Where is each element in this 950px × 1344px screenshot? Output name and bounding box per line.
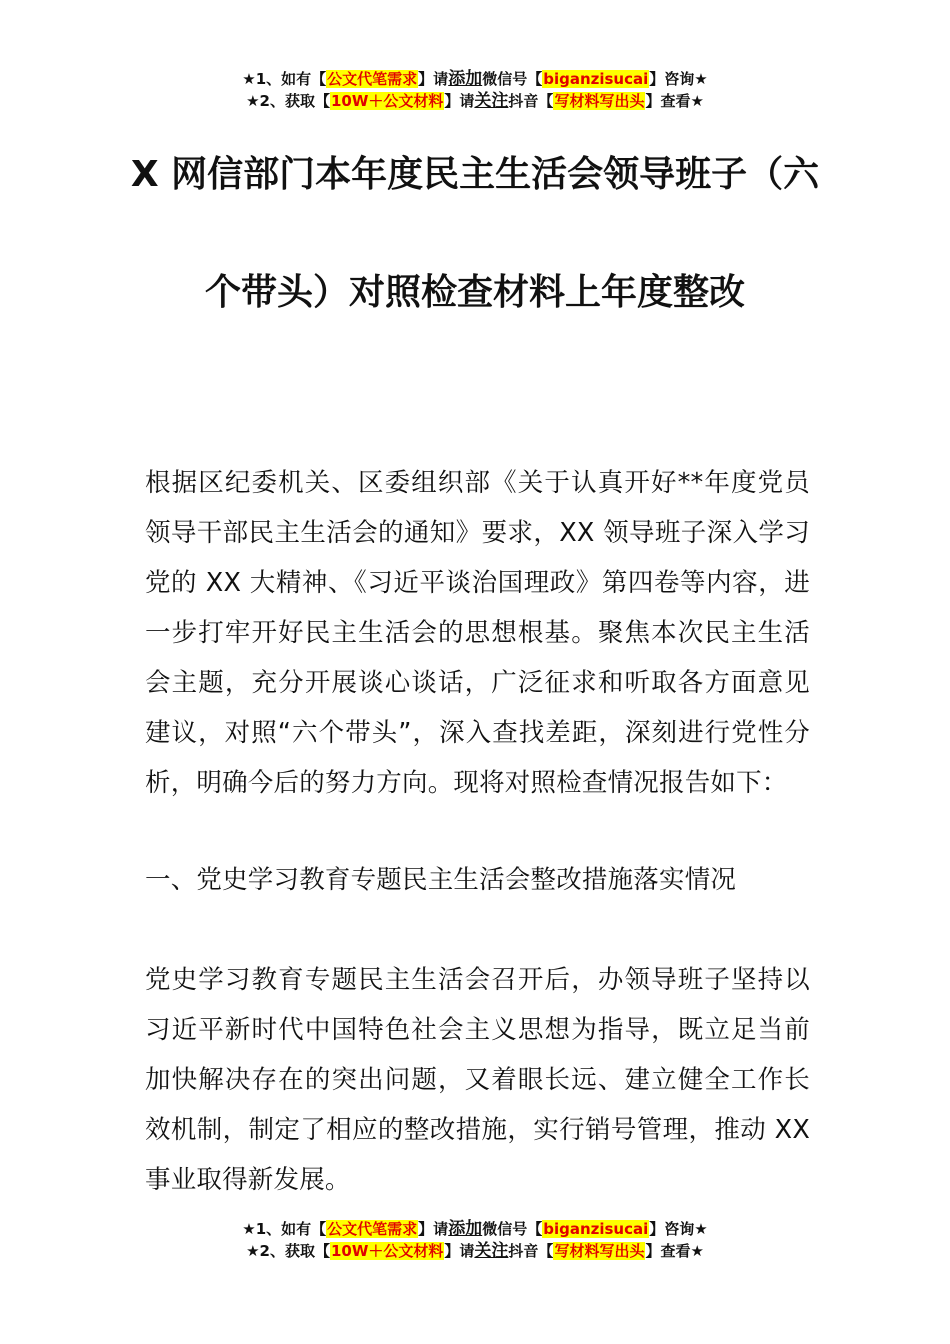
highlight-wechat-id: biganzisucai xyxy=(543,70,649,88)
intro-paragraph: 根据区纪委机关、区委组织部《关于认真开好**年度党员领导干部民主生活会的通知》要求，XX 领导班子深入学习党的 XX 大精神、《习近平谈治国理政》第四卷等内容，进一步打牢开好民主生活会的思想根基。聚焦本次民主生活会主题，充分开展谈心谈话，广泛征求和听取各方面意见建议，对照“六个带头”，深入查找差距，深刻进行党性分析，明确今后的努力方向。现将对照检查情况报告如下： xyxy=(145,468,810,798)
highlight-service: 公文代笔需求 xyxy=(327,70,418,88)
highlight-douyin: 写材料写出头 xyxy=(554,92,645,110)
banner-text: 抖音【 xyxy=(508,92,554,110)
document-title xyxy=(100,116,850,352)
banner-text: 】查看★ xyxy=(645,92,704,110)
banner-text: 】咨询★ xyxy=(649,70,708,88)
banner-emphasis: 添加 xyxy=(448,69,483,89)
banner-line-1 xyxy=(0,1218,950,1240)
banner-line-2 xyxy=(0,90,950,112)
banner-text: 】请 xyxy=(444,92,475,110)
banner-emphasis: 添加 xyxy=(448,1219,483,1239)
top-banner xyxy=(0,68,950,112)
banner-text: 】请 xyxy=(418,1220,449,1238)
highlight-materials: 10W＋公文材料 xyxy=(330,1242,444,1260)
banner-text: 】查看★ xyxy=(645,1242,704,1260)
section-1-paragraph: 党史学习教育专题民主生活会召开后，办领导班子坚持以习近平新时代中国特色社会主义思想为指导，既立足当前加快解决存在的突出问题，又着眼长远、建立健全工作长效机制，制定了相应的整改措施，实行销号管理，推动 XX 事业取得新发展。 xyxy=(145,965,810,1195)
banner-line-1 xyxy=(0,68,950,90)
banner-emphasis: 关注 xyxy=(474,91,509,111)
banner-line-2 xyxy=(0,1240,950,1262)
banner-text: ★1、如有【 xyxy=(242,1220,327,1238)
banner-text: 抖音【 xyxy=(508,1242,554,1260)
section-1-heading: 一、党史学习教育专题民主生活会整改措施落实情况 xyxy=(145,865,737,895)
banner-text: 微信号【 xyxy=(482,1220,543,1238)
banner-text: 微信号【 xyxy=(482,70,543,88)
bottom-banner xyxy=(0,1218,950,1262)
title-line-2: 个带头）对照检查材料上年度整改 xyxy=(204,272,745,313)
highlight-service: 公文代笔需求 xyxy=(327,1220,418,1238)
banner-text: 】请 xyxy=(418,70,449,88)
highlight-materials: 10W＋公文材料 xyxy=(330,92,444,110)
highlight-douyin: 写材料写出头 xyxy=(554,1242,645,1260)
highlight-wechat-id: biganzisucai xyxy=(543,1220,649,1238)
banner-emphasis: 关注 xyxy=(474,1241,509,1261)
banner-text: ★1、如有【 xyxy=(242,70,327,88)
title-line-1: X 网信部门本年度民主生活会领导班子（六 xyxy=(130,154,820,195)
banner-text: ★2、获取【 xyxy=(246,92,330,110)
banner-text: 】请 xyxy=(444,1242,475,1260)
banner-text: ★2、获取【 xyxy=(246,1242,330,1260)
banner-text: 】咨询★ xyxy=(649,1220,708,1238)
